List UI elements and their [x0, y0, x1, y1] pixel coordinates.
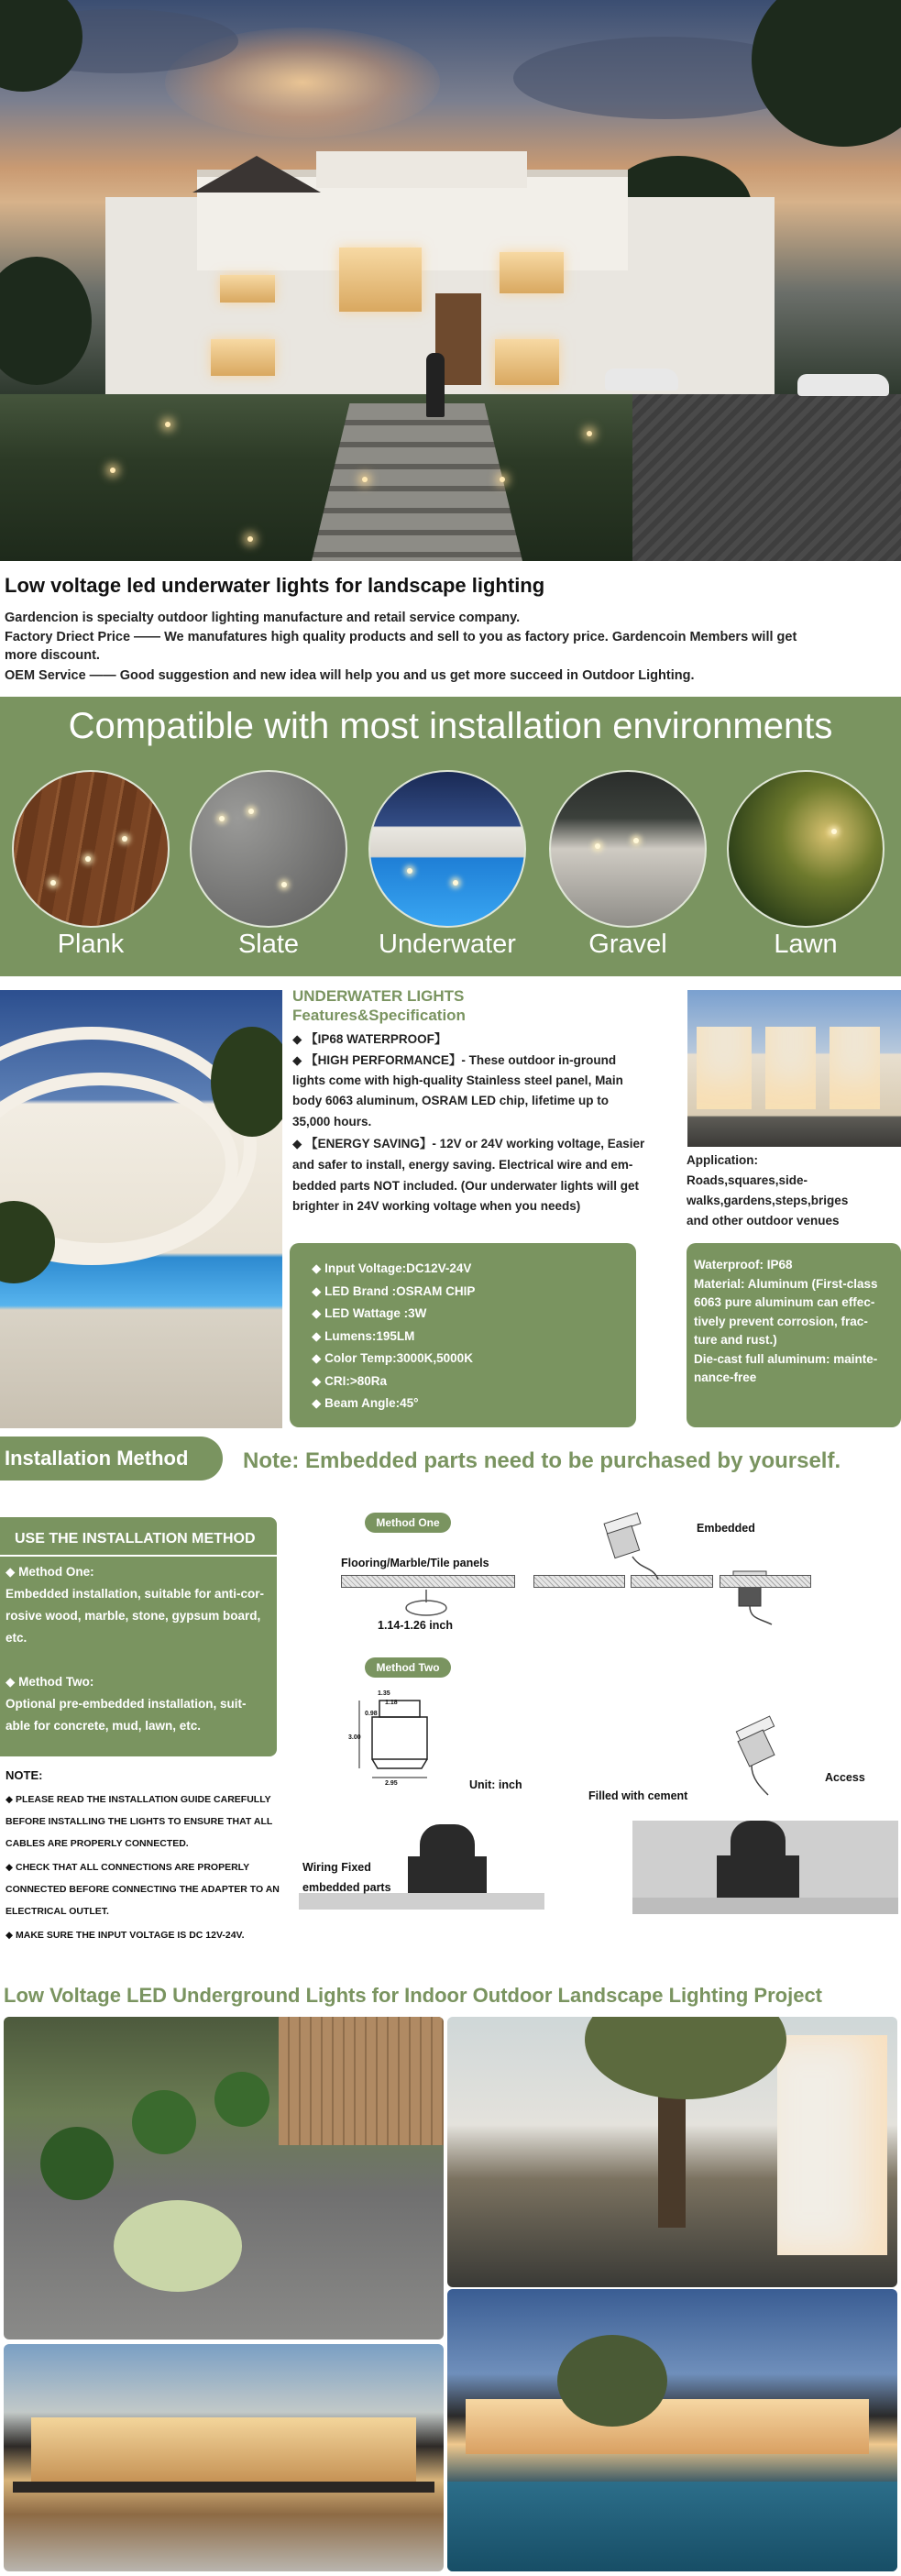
fixture-body — [408, 1856, 487, 1893]
intro-line: Gardencion is specialty outdoor lighting manufacture and retail service company. — [5, 611, 521, 625]
size-label: 1.14-1.26 inch — [378, 1619, 453, 1632]
intro-line: OEM Service —— Good suggestion and new idea will help you and us get more succeed in Outdoor Lighting. — [5, 668, 695, 683]
dim-left: 3.00 — [348, 1734, 361, 1741]
note-line: ◆ MAKE SURE THE INPUT VOLTAGE IS DC 12V-24V. — [5, 1930, 245, 1941]
env-label: Plank — [57, 930, 125, 959]
spec-param: ◆ Beam Angle:45° — [312, 1396, 419, 1410]
note-line: ELECTRICAL OUTLET. — [5, 1906, 109, 1917]
tree — [752, 0, 901, 147]
material-line: Material: Aluminum (First-class — [694, 1276, 878, 1291]
spec-line: ◆ 【ENERGY SAVING】- 12V or 24V working voltage, Easier — [292, 1137, 645, 1150]
env-label: Underwater — [379, 930, 516, 959]
spec-line: ◆ 【IP68 WATERPROOF】 — [292, 1032, 447, 1046]
method-line: rosive wood, marble, stone, gypsum board, — [5, 1609, 261, 1623]
gravel-photo — [549, 770, 707, 928]
fixture-sleeve — [731, 1821, 786, 1857]
lit-facade — [466, 2399, 869, 2454]
spec-line: and safer to install, energy saving. Electrical wire and em- — [292, 1158, 633, 1172]
window — [220, 275, 275, 303]
slate-photo — [190, 770, 347, 928]
note-line: CABLES ARE PROPERLY CONNECTED. — [5, 1838, 189, 1849]
spec-line: 35,000 hours. — [292, 1115, 372, 1128]
env-slate — [190, 770, 347, 960]
pool — [447, 2482, 897, 2571]
light-dot — [50, 880, 56, 886]
wall-panel — [697, 1027, 752, 1109]
env-lawn — [727, 770, 885, 960]
car — [797, 374, 889, 396]
intro-line: Factory Driect Price —— We manufatures high quality products and sell to you as factory price. Gardencoin Members will get — [5, 630, 797, 644]
material-line: Waterproof: IP68 — [694, 1258, 793, 1271]
light-dot — [248, 809, 254, 814]
wall — [777, 2035, 887, 2255]
tree-canopy — [585, 2017, 786, 2099]
method-one-pill: Method One — [365, 1513, 451, 1533]
method-box — [0, 1517, 277, 1756]
spec-param: ◆ CRI:>80Ra — [312, 1373, 388, 1388]
underwater-photo — [368, 770, 526, 928]
material-line: ture and rust.) — [694, 1333, 777, 1347]
application-line: walks,gardens,steps,briges — [687, 1194, 849, 1207]
env-label: Slate — [237, 930, 300, 959]
hole-icon — [399, 1590, 454, 1621]
intro-title: Low voltage led underwater lights for landscape lighting — [5, 574, 545, 597]
dim-top: 1.35 — [378, 1690, 390, 1697]
lawn-photo — [727, 770, 885, 928]
compat-banner — [0, 697, 901, 976]
method-line: Optional pre-embedded installation, suit- — [5, 1697, 247, 1711]
method-heading: USE THE INSTALLATION METHOD — [15, 1531, 256, 1547]
window — [500, 252, 564, 293]
shrub — [132, 2090, 196, 2154]
note-line: ◆ CHECK THAT ALL CONNECTIONS ARE PROPERLY — [5, 1862, 250, 1873]
wall-panel — [765, 1027, 816, 1109]
light-dot — [85, 856, 91, 862]
project-photo-courtyard — [447, 2017, 897, 2287]
tree — [0, 0, 82, 92]
window — [339, 248, 422, 312]
application-text — [687, 1150, 897, 1231]
note-line: CONNECTED BEFORE CONNECTING THE ADAPTER TO AN — [5, 1884, 280, 1895]
wall-lighting-photo — [687, 990, 901, 1147]
light-dot — [633, 838, 639, 843]
intro-line: more discount. — [5, 648, 100, 663]
car — [605, 369, 678, 391]
pool-villa-photo — [0, 990, 282, 1428]
ground-light — [110, 468, 115, 473]
spec-param: ◆ LED Brand :OSRAM CHIP — [312, 1283, 476, 1298]
project-photo-garden — [4, 2017, 444, 2339]
house-top-floor — [316, 151, 527, 188]
light-dot — [122, 836, 127, 842]
ground-light — [362, 477, 368, 482]
spec-line: ◆ 【HIGH PERFORMANCE】- These outdoor in-ground — [292, 1053, 617, 1067]
env-underwater — [368, 770, 526, 960]
unit-label: Unit: inch — [469, 1778, 522, 1791]
material-line: 6063 pure aluminum can effec- — [694, 1295, 875, 1309]
dim-bottom: 2.95 — [385, 1780, 398, 1787]
material-line: Die-cast full aluminum: mainte- — [694, 1351, 878, 1366]
method-line: Embedded installation, suitable for anti-cor- — [5, 1587, 265, 1601]
light-dot — [595, 843, 600, 849]
method-line: ◆ Method One: — [5, 1565, 94, 1579]
spec-line: lights come with high-quality Stainless steel panel, Main — [292, 1073, 623, 1087]
material-line: tively prevent corrosion, frac- — [694, 1314, 868, 1328]
dim-mid: 1.18 — [385, 1700, 398, 1706]
wiring-label: embedded parts — [302, 1881, 391, 1894]
installation-note: Note: Embedded parts need to be purchased by yourself. — [243, 1448, 841, 1473]
ground-light — [500, 477, 505, 482]
embedded-label: Embedded — [697, 1522, 755, 1535]
compat-title: Compatible with most installation environments — [68, 706, 833, 746]
note-line: ◆ PLEASE READ THE INSTALLATION GUIDE CAREFULLY — [5, 1794, 271, 1805]
installation-diagram — [293, 1503, 901, 1943]
deck-edge — [13, 2482, 434, 2493]
wall-panel — [830, 1027, 880, 1109]
material-line: nance-free — [694, 1371, 757, 1384]
application-line: Roads,squares,side- — [687, 1173, 808, 1187]
person — [426, 353, 445, 417]
light-fixture-icon — [724, 1714, 797, 1797]
method-two-pill: Method Two — [365, 1657, 451, 1678]
material-box — [687, 1243, 901, 1427]
flooring-label: Flooring/Marble/Tile panels — [341, 1557, 489, 1569]
application-line: and other outdoor venues — [687, 1214, 840, 1227]
shrub — [214, 2072, 269, 2127]
roof — [192, 156, 321, 193]
application-line: Application: — [687, 1153, 758, 1167]
filled-label: Filled with cement — [588, 1789, 688, 1802]
ground — [299, 1893, 544, 1910]
spec-param: ◆ Lumens:195LM — [312, 1328, 415, 1343]
ground-light — [247, 536, 253, 542]
driveway — [632, 394, 901, 561]
light-dot — [453, 880, 458, 886]
hero-photo — [0, 0, 901, 561]
installation-tab: Installation Method — [0, 1437, 223, 1481]
tree — [0, 257, 92, 385]
divider — [0, 1555, 277, 1557]
note-heading: NOTE: — [5, 1768, 43, 1782]
hydrangea — [114, 2200, 242, 2292]
spec-param: ◆ Input Voltage:DC12V-24V — [312, 1261, 472, 1275]
spec-line: bedded parts NOT included. (Our underwater lights will get — [292, 1179, 640, 1193]
light-dot — [407, 868, 412, 874]
env-gravel — [549, 770, 707, 960]
ground — [632, 1898, 898, 1914]
spec-parameters-box — [290, 1243, 636, 1427]
project-photo-glass-house — [4, 2344, 444, 2571]
embedded-fixture-icon — [724, 1564, 779, 1628]
dim-side: 0.98 — [365, 1711, 378, 1717]
light-dot — [831, 829, 837, 834]
spec-param: ◆ Color Temp:3000K,5000K — [312, 1351, 473, 1365]
ground-light — [587, 431, 592, 436]
window — [211, 339, 275, 376]
shrub — [40, 2127, 114, 2200]
access-label: Access — [825, 1771, 865, 1784]
wiring-label: Wiring Fixed — [302, 1861, 371, 1874]
fixture-body — [717, 1855, 799, 1898]
plank-photo — [12, 770, 170, 928]
spec-line: brighter in 24V working voltage when you needs) — [292, 1199, 581, 1213]
note-line: BEFORE INSTALLING THE LIGHTS TO ENSURE THAT ALL — [5, 1816, 273, 1827]
spec-title: UNDERWATER LIGHTS — [292, 987, 465, 1005]
env-label: Gravel — [588, 930, 667, 959]
window — [495, 339, 559, 385]
project-title: Low Voltage LED Underground Lights for Indoor Outdoor Landscape Lighting Project — [4, 1984, 823, 2007]
spec-subtitle: Features&Specification — [292, 1007, 466, 1024]
floor-panel — [341, 1575, 515, 1588]
floor-panel — [720, 1575, 811, 1588]
project-photo-pool-house — [447, 2289, 897, 2571]
wood-fence — [279, 2017, 444, 2145]
method-line: able for concrete, mud, lawn, etc. — [5, 1719, 202, 1733]
light-dot — [281, 882, 287, 887]
fixture-sleeve — [420, 1824, 475, 1859]
lit-interior — [31, 2417, 416, 2482]
method-line: etc. — [5, 1631, 27, 1645]
ground-light — [165, 422, 170, 427]
env-plank — [12, 770, 170, 960]
tree — [557, 2335, 667, 2427]
method-line: ◆ Method Two: — [5, 1675, 94, 1689]
env-label: Lawn — [774, 930, 838, 959]
spec-param: ◆ LED Wattage :3W — [312, 1306, 427, 1320]
light-fixture-icon — [596, 1511, 660, 1584]
spec-line: body 6063 aluminum, OSRAM LED chip, lifetime up to — [292, 1094, 610, 1107]
light-dot — [219, 816, 225, 821]
